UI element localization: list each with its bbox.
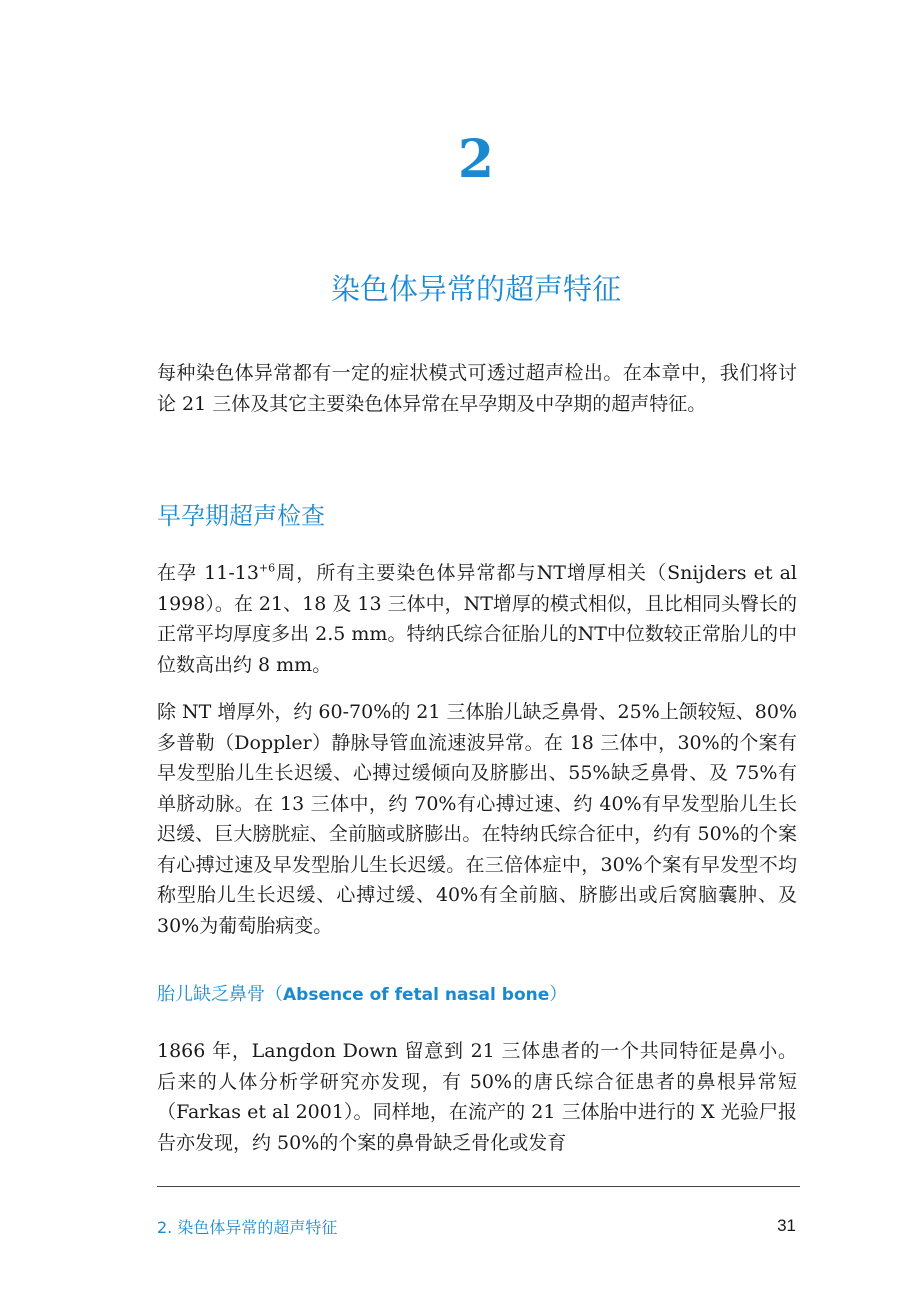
section-heading: 早孕期超声检查 — [157, 502, 325, 530]
subsection-heading — [157, 980, 567, 1010]
subsection-heading-en: Absence of fetal nasal bone — [283, 985, 550, 1005]
nt-paragraph-start: 在孕 11-13 — [157, 562, 259, 584]
subsection-heading-cn: 胎儿缺乏鼻骨（ — [157, 984, 283, 1005]
subsection-heading-close: ） — [549, 984, 568, 1005]
gestation-days-superscript: +6 — [258, 561, 276, 575]
nt-paragraph — [157, 558, 797, 680]
nasal-bone-paragraph: 1866 年，Langdon Down 留意到 21 三体患者的一个共同特征是鼻小。后来的人体分析学研究亦发现，有 50%的唐氏综合征患者的鼻根异常短（Farkas et al 2001）。同样地，在流产的 21 三体胎中进行的 X 光验尸报告亦发现，约 50%的个案的鼻骨缺乏骨化或发育 — [157, 1040, 797, 1154]
markers-paragraph: 除 NT 增厚外，约 60-70%的 21 三体胎儿缺乏鼻骨、25%上颌较短、80% 多普勒（Doppler）静脉导管血流速波异常。在 18 三体中，30%的个案有早发型胎儿生长迟缓、心搏过缓倾向及脐膨出、55%缺乏鼻骨、及 75%有单脐动脉。在 13 三体中，约 70%有心搏过速、约 40%有早发型胎儿生长迟缓、巨大膀胱症、全前脑或脐膨出。在特纳氏综合征中，约有 50%的个案有心搏过速及早发型胎儿生长迟缓。在三倍体症中，30%个案有早发型不均称型胎儿生长迟缓、心搏过缓、40%有全前脑、脐膨出或后窝脑囊肿、及 30%为葡萄胎病变。 — [157, 701, 797, 937]
nt-paragraph-rest: 周，所有主要染色体异常都与NT增厚相关（Snijders et al 1998）。在 21、18 及 13 三体中，NT增厚的模式相似，且比相同头臀长的正常平均厚度多出 2.5 mm。特纳氏综合征胎儿的NT中位数较正常胎儿的中位数高出约 8 mm。 — [157, 562, 797, 676]
page-number: 31 — [777, 1216, 796, 1235]
footer-chapter-label: 2. 染色体异常的超声特征 — [157, 1218, 338, 1237]
footer-divider — [157, 1186, 800, 1187]
chapter-title: 染色体异常的超声特征 — [330, 272, 621, 306]
intro-paragraph: 每种染色体异常都有一定的症状模式可透过超声检出。在本章中，我们将讨论 21 三体及其它主要染色体异常在早孕期及中孕期的超声特征。 — [157, 362, 797, 415]
chapter-number: 2 — [457, 129, 495, 190]
